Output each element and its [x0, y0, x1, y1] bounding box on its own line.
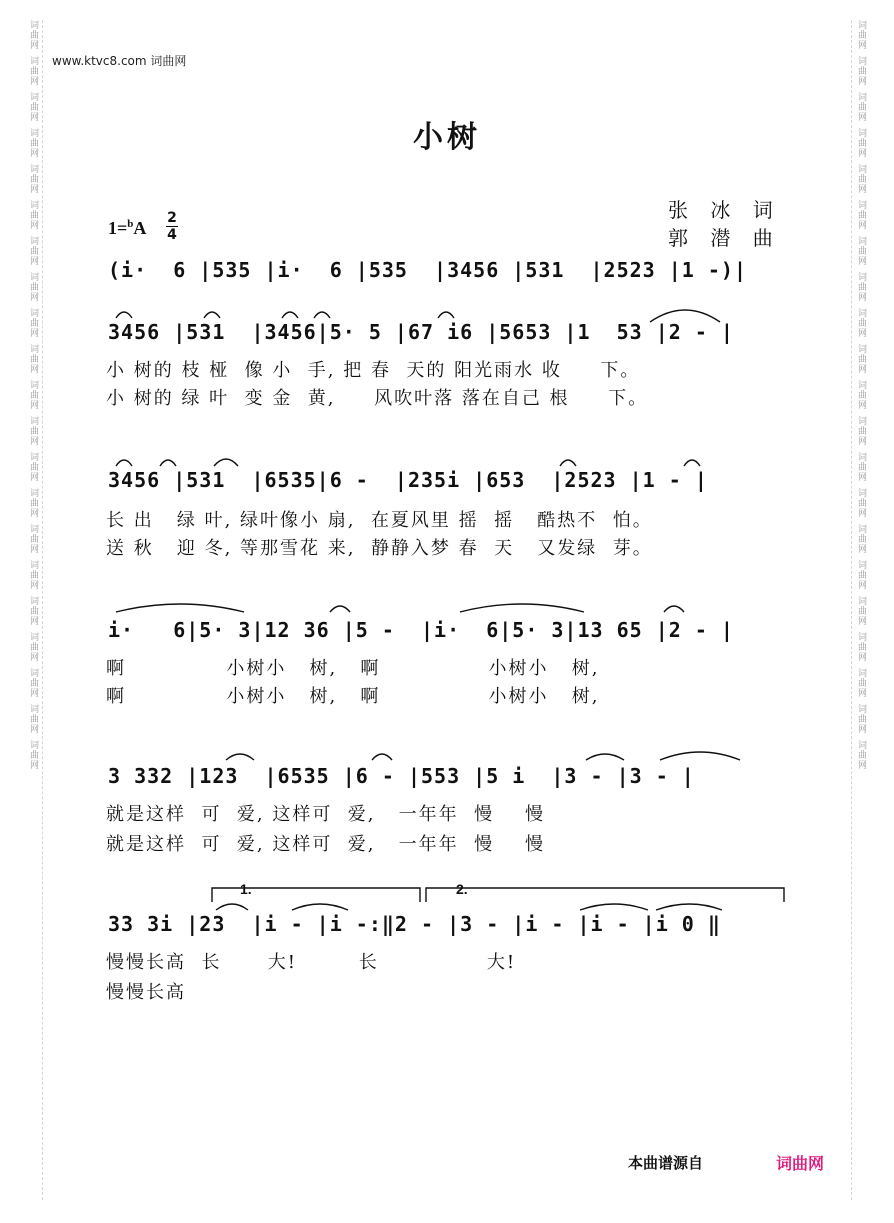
lyric-line-5-verse-1: 就是这样 可 爱, 这样可 爱, 一年年 慢 慢 [106, 804, 545, 825]
composer-credit: 郭 潜 曲 [668, 226, 781, 250]
staff-line-4: i· 6|5· 3|12 36 |5 - |i· 6|5· 3|13 65 |2 - | [108, 618, 734, 642]
watermark-text: 词曲网 [856, 308, 866, 338]
volta-2-label: 2. [456, 881, 468, 897]
slur [330, 606, 350, 612]
watermark-text: 词曲网 [856, 200, 866, 230]
watermark-text: 词曲网 [856, 20, 866, 50]
lyricist-credit: 张 冰 词 [668, 198, 781, 222]
watermark-text: 词曲网 [856, 488, 866, 518]
watermark-text: 词曲网 [28, 740, 38, 770]
watermark-text: 词曲网 [28, 164, 38, 194]
watermark-text: 词曲网 [856, 596, 866, 626]
key-signature [108, 218, 146, 239]
watermark-text: 词曲网 [28, 524, 38, 554]
staff-line-3: 3456 |531 |6535|6 - |235i |653 |2523 |1 - | [108, 468, 708, 492]
lyric-line-2-verse-1: 小 树的 枝 桠 像 小 手, 把 春 天的 阳光雨水 收 下。 [106, 360, 641, 381]
watermark-text: 词曲网 [856, 164, 866, 194]
watermark-text: 词曲网 [28, 20, 38, 50]
lyric-line-2-verse-2: 小 树的 绿 叶 变 金 黄, 风吹叶落 落在自己 根 下。 [106, 388, 649, 409]
lyric-line-6-verse-1: 慢慢长高 长 大! 长 大! [106, 952, 517, 973]
lyric-line-4-verse-2: 啊 小树小 树, 啊 小树小 树, [106, 686, 600, 707]
watermark-text: 词曲网 [28, 56, 38, 86]
slur [216, 904, 248, 910]
slur [160, 460, 176, 466]
watermark-text: 词曲网 [856, 704, 866, 734]
watermark-text: 词曲网 [856, 236, 866, 266]
watermark-text: 词曲网 [856, 380, 866, 410]
watermark-text: 词曲网 [28, 416, 38, 446]
watermark-text: 词曲网 [856, 56, 866, 86]
watermark-text: 词曲网 [856, 416, 866, 446]
watermark-text: 词曲网 [28, 92, 38, 122]
site-url[interactable]: www.ktvc8.com 词曲网 [52, 54, 187, 68]
slur [660, 752, 740, 760]
slur [684, 460, 700, 466]
slur [116, 312, 132, 318]
time-signature [166, 210, 178, 243]
meter-top: 2 [167, 210, 177, 226]
left-watermark-strip [24, 20, 43, 1200]
watermark-text: 词曲网 [856, 524, 866, 554]
volta-bracket-1 [212, 888, 420, 902]
key-note: A [133, 218, 147, 238]
watermark-text: 词曲网 [28, 488, 38, 518]
slur [204, 312, 220, 318]
watermark-text: 词曲网 [28, 344, 38, 374]
watermark-text: 词曲网 [856, 740, 866, 770]
footer-source-note: 本曲谱源自 [628, 1154, 704, 1172]
watermark-text: 词曲网 [28, 632, 38, 662]
slur [438, 312, 454, 318]
footer-brand-logo[interactable]: 词曲网 [776, 1154, 825, 1173]
watermark-text: 词曲网 [28, 272, 38, 302]
watermark-text: 词曲网 [856, 668, 866, 698]
watermark-text: 词曲网 [28, 668, 38, 698]
lyric-line-5-verse-2: 就是这样 可 爱, 这样可 爱, 一年年 慢 慢 [106, 834, 545, 855]
watermark-text: 词曲网 [28, 596, 38, 626]
slur [586, 754, 624, 760]
watermark-text: 词曲网 [28, 128, 38, 158]
watermark-text: 词曲网 [856, 452, 866, 482]
volta-1-label: 1. [240, 881, 252, 897]
lyric-line-4-verse-1: 啊 小树小 树, 啊 小树小 树, [106, 658, 600, 679]
watermark-text: 词曲网 [28, 560, 38, 590]
watermark-text: 词曲网 [856, 632, 866, 662]
slur [560, 460, 576, 466]
right-watermark-strip [851, 20, 870, 1200]
slur [656, 904, 722, 910]
slur [116, 460, 132, 466]
slur [292, 904, 348, 910]
slur [580, 904, 648, 910]
watermark-text: 词曲网 [28, 452, 38, 482]
lyric-line-3-verse-1: 长 出 绿 叶, 绿叶像小 扇, 在夏风里 摇 摇 酷热不 怕。 [106, 510, 653, 531]
slur [116, 604, 244, 612]
slur [214, 459, 238, 466]
slur [460, 604, 584, 612]
meter-bottom: 4 [167, 227, 177, 243]
staff-line-5: 3 332 |123 |6535 |6 - |553 |5 i |3 - |3 - | [108, 764, 695, 788]
watermark-text: 词曲网 [856, 92, 866, 122]
slur [282, 312, 298, 318]
watermark-text: 词曲网 [28, 380, 38, 410]
key-prefix: 1= [108, 218, 128, 238]
watermark-text: 词曲网 [28, 200, 38, 230]
staff-line-2: 3456 |531 |3456|5· 5 |67 i6 |5653 |1 53 |2 - | [108, 320, 734, 344]
watermark-text: 词曲网 [856, 272, 866, 302]
slur [314, 312, 330, 318]
slur [664, 606, 684, 612]
watermark-text: 词曲网 [28, 308, 38, 338]
lyric-line-3-verse-2: 送 秋 迎 冬, 等那雪花 来, 静静入梦 春 天 又发绿 芽。 [106, 538, 653, 559]
watermark-text: 词曲网 [28, 236, 38, 266]
staff-line-6: 33 3i |23 |i - |i -:‖2 - |3 - |i - |i - |i 0 ‖ [108, 912, 721, 936]
watermark-text: 词曲网 [856, 344, 866, 374]
flat-sign: b [127, 218, 134, 230]
page-title: 小树 [413, 120, 481, 155]
watermark-text: 词曲网 [28, 704, 38, 734]
lyric-line-6-verse-2: 慢慢长高 [106, 982, 186, 1003]
slur [226, 754, 254, 760]
volta-bracket-2 [426, 888, 784, 902]
watermark-text: 词曲网 [856, 560, 866, 590]
staff-line-1: (i· 6 |535 |i· 6 |535 |3456 |531 |2523 |1 -)| [108, 258, 748, 282]
slur [372, 754, 392, 760]
watermark-text: 词曲网 [856, 128, 866, 158]
